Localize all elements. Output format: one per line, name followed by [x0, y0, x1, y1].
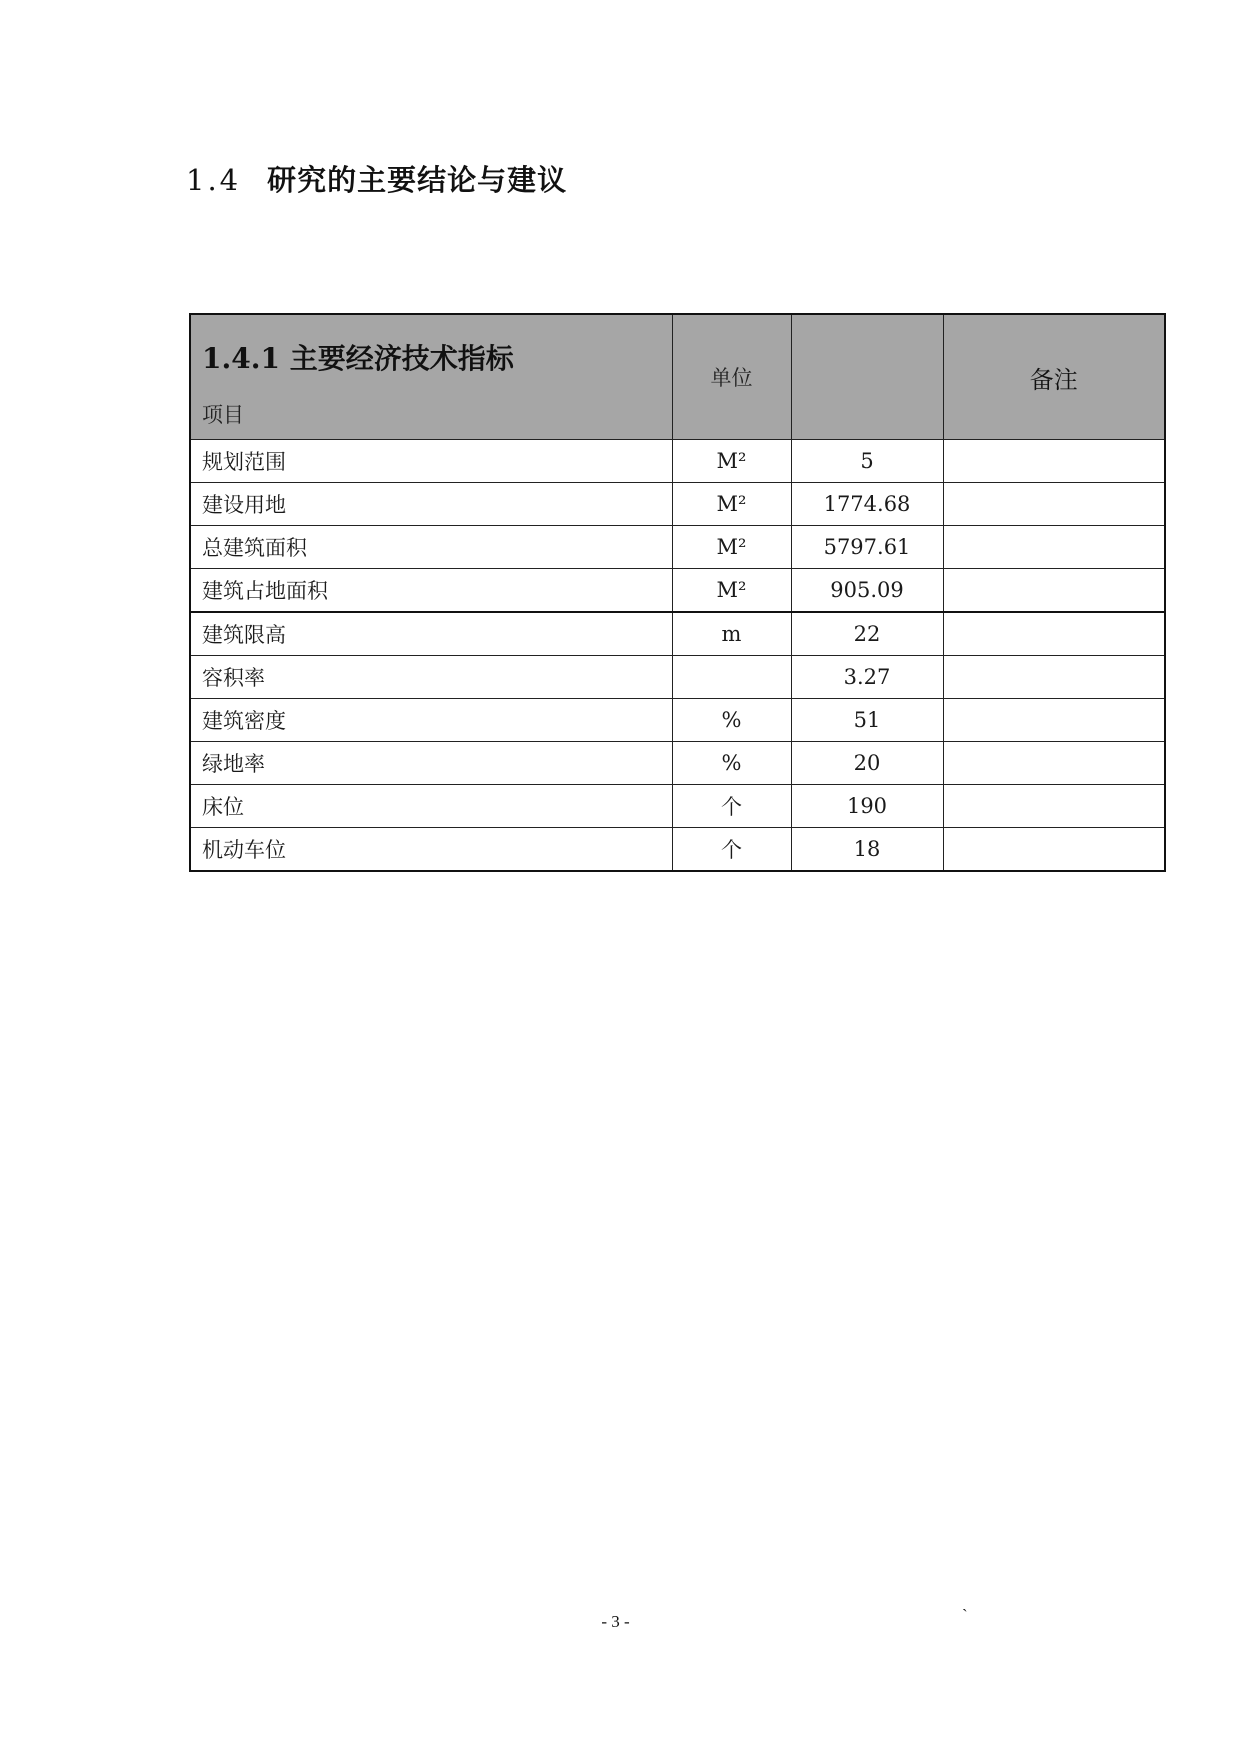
- table-row: [190, 785, 1165, 828]
- section-heading: [186, 158, 567, 199]
- row-value: 51: [791, 699, 943, 742]
- table-row: [190, 828, 1165, 872]
- unit-column-header: 单位: [672, 314, 791, 440]
- row-remark: [943, 699, 1165, 742]
- row-value: 20: [791, 742, 943, 785]
- remark-column-header: 备注: [943, 314, 1165, 440]
- row-item-name: 容积率: [190, 656, 672, 699]
- page-number-text: - 3 -: [601, 1612, 630, 1631]
- row-item-name: 绿地率: [190, 742, 672, 785]
- table-title: 1.4.1 主要经济技术指标: [202, 342, 514, 375]
- row-unit: 个: [672, 785, 791, 828]
- row-unit: m: [672, 612, 791, 656]
- row-unit: M²: [672, 483, 791, 526]
- table-row: [190, 483, 1165, 526]
- economic-indicators-table: [189, 313, 1166, 872]
- row-value: 3.27: [791, 656, 943, 699]
- row-remark: [943, 828, 1165, 872]
- row-unit: M²: [672, 526, 791, 569]
- table-row: [190, 699, 1165, 742]
- row-unit: %: [672, 742, 791, 785]
- row-unit: [672, 656, 791, 699]
- row-value: 5797.61: [791, 526, 943, 569]
- table-row: [190, 569, 1165, 613]
- table-row: [190, 612, 1165, 656]
- section-number: 1.4: [186, 163, 242, 197]
- row-remark: [943, 483, 1165, 526]
- row-unit: M²: [672, 569, 791, 613]
- row-item-name: 规划范围: [190, 440, 672, 483]
- row-value: 190: [791, 785, 943, 828]
- row-unit: 个: [672, 828, 791, 872]
- page-number: [0, 1612, 1241, 1632]
- table-row: [190, 440, 1165, 483]
- row-value: 1774.68: [791, 483, 943, 526]
- item-column-header: [190, 314, 672, 440]
- table-row: [190, 526, 1165, 569]
- row-value: 905.09: [791, 569, 943, 613]
- table-row: [190, 656, 1165, 699]
- row-value: 18: [791, 828, 943, 872]
- row-value: 22: [791, 612, 943, 656]
- row-unit: M²: [672, 440, 791, 483]
- row-remark: [943, 742, 1165, 785]
- row-value: 5: [791, 440, 943, 483]
- row-item-name: 床位: [190, 785, 672, 828]
- row-item-name: 总建筑面积: [190, 526, 672, 569]
- row-item-name: 建筑限高: [190, 612, 672, 656]
- row-remark: [943, 612, 1165, 656]
- value-column-header: [791, 314, 943, 440]
- row-item-name: 建筑密度: [190, 699, 672, 742]
- row-remark: [943, 526, 1165, 569]
- item-header-label: 项目: [202, 403, 244, 427]
- row-remark: [943, 440, 1165, 483]
- row-item-name: 建筑占地面积: [190, 569, 672, 613]
- table-header-row: [190, 314, 1165, 440]
- section-title-text: 研究的主要结论与建议: [267, 163, 568, 197]
- row-remark: [943, 656, 1165, 699]
- row-remark: [943, 569, 1165, 613]
- row-item-name: 建设用地: [190, 483, 672, 526]
- footer-mark: `: [962, 1606, 968, 1625]
- table-row: [190, 742, 1165, 785]
- row-unit: %: [672, 699, 791, 742]
- row-remark: [943, 785, 1165, 828]
- row-item-name: 机动车位: [190, 828, 672, 872]
